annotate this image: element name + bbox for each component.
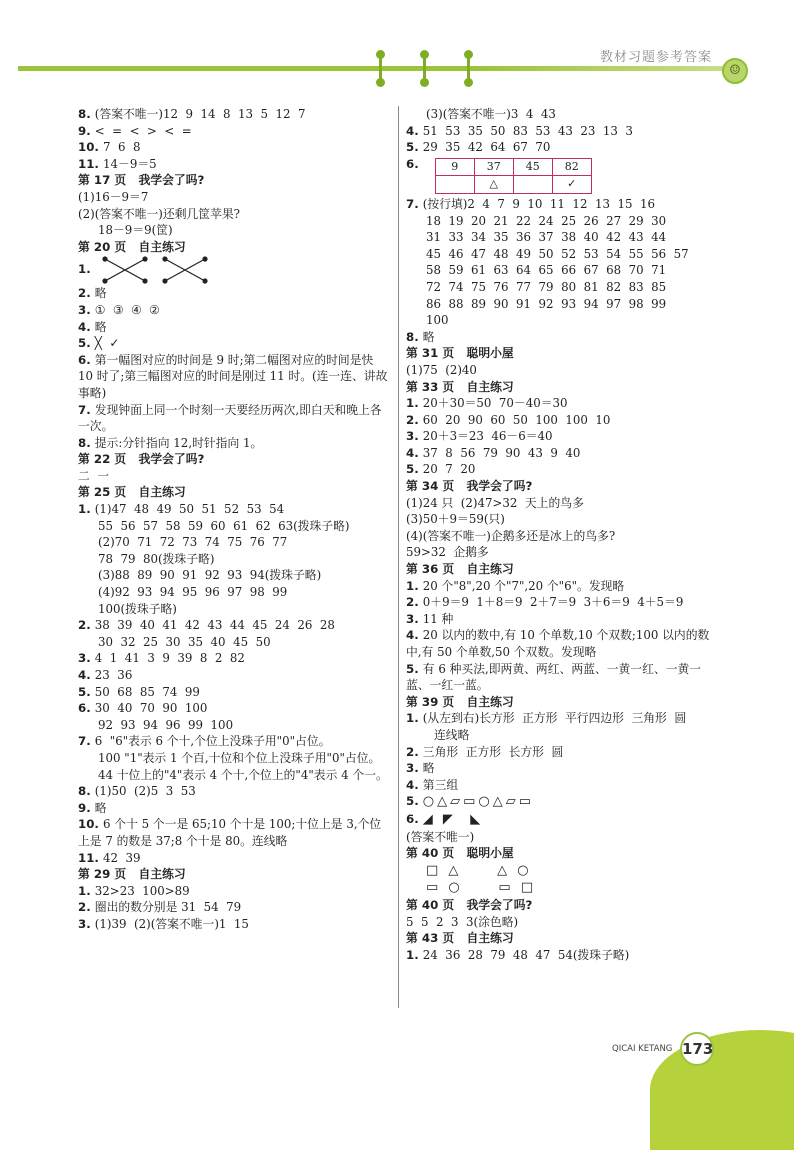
answer-line (78, 750, 390, 767)
answer-number: 4. (406, 777, 423, 792)
section-heading: 第 22 页 我学会了吗? (78, 452, 205, 467)
answer-line (406, 710, 724, 727)
answer-text: (答案不唯一)12 9 14 8 13 5 12 7 (94, 107, 306, 121)
right-column (406, 106, 724, 963)
answer-number: 7. (78, 734, 95, 749)
answer-text: 45 46 47 48 49 50 52 53 54 55 56 57 (426, 246, 689, 261)
answer-text: 55 56 57 58 59 60 61 62 63(拨珠子略) (98, 518, 350, 533)
answer-text: 0＋9＝9 1＋8＝9 2＋7＝9 3＋6＝9 4＋5＝9 (422, 595, 684, 610)
answer-number: 3. (78, 302, 95, 317)
answer-line (78, 800, 390, 817)
answer-line (406, 744, 724, 761)
answer-6-grid: 6. 9 37 45 82 △ ✓ (406, 156, 724, 196)
answer-line (78, 850, 390, 867)
answer-text: 二 一 (78, 468, 110, 483)
answer-number: 4. (406, 628, 423, 643)
answer-line (78, 617, 390, 634)
answer-text: 92 93 94 96 99 100 (98, 717, 234, 732)
answer-line (406, 727, 724, 744)
answer-text: 连线略 (434, 727, 470, 742)
answer-line (406, 862, 724, 880)
answer-text: ① ③ ④ ② (94, 302, 160, 317)
answer-text: (答案不唯一) (406, 829, 475, 844)
answer-line (78, 601, 390, 618)
answer-number: 9. (78, 800, 95, 815)
answer-text: (从左到右)长方形 正方形 平行四边形 三角形 圆 (422, 711, 687, 726)
answer-line (78, 352, 390, 402)
answer-text: 11 种 (422, 611, 454, 626)
answer-line (78, 206, 390, 223)
answer-line (406, 947, 724, 964)
answer-number: 8. (78, 107, 95, 121)
answer-line (406, 777, 724, 794)
answer-line (406, 362, 724, 379)
section-heading: 第 39 页 自主练习 (406, 694, 514, 709)
answer-number: 10. (78, 140, 104, 155)
answer-line (406, 139, 724, 156)
answer-line (78, 534, 390, 551)
binder-pin-icon (464, 50, 472, 86)
answer-text: 圈出的数分别是 31 54 79 (94, 900, 242, 915)
answer-line (406, 829, 724, 846)
answer-line (406, 594, 724, 611)
answer-number: 3. (78, 651, 95, 666)
answer-text: 第三组 (422, 777, 459, 792)
answer-text: 14－9＝5 (103, 156, 157, 171)
answer-text: 32>23 100>89 (94, 883, 190, 898)
answer-text: 6 个十 5 个一是 65;10 个十是 100;十位上是 3,个位上是 7 的数是 37;8 个十是 80。连线略 (78, 817, 382, 848)
answer-text: (3)(答案不唯一)3 4 43 (426, 107, 556, 121)
section-heading: 第 36 页 自主练习 (406, 562, 514, 577)
answer-number: 2. (78, 900, 95, 915)
answer-line (78, 700, 390, 717)
answer-text: (1)39 (2)(答案不唯一)1 15 (94, 916, 249, 931)
answer-text: 50 68 85 74 99 (94, 684, 200, 699)
header-title: 教材习题参考答案 (600, 50, 713, 65)
answer-number: 8. (78, 435, 95, 450)
answer-number: 1. (406, 396, 423, 411)
answer-line (78, 567, 390, 584)
answer-number: 4. (406, 123, 423, 138)
answer-number: 4. (78, 668, 95, 682)
answer-text: 78 79 80(拨珠子略) (98, 551, 215, 566)
grid-cell (435, 176, 474, 194)
answer-line (78, 634, 390, 651)
answer-text: 37 8 56 79 90 43 9 40 (422, 445, 581, 460)
grid-cell: 45 (513, 158, 552, 176)
answer-number: 5. (406, 794, 423, 809)
answer-text: < = < > < = (94, 123, 192, 138)
answer-line (78, 816, 390, 849)
answer-line (406, 627, 724, 660)
answer-line (78, 916, 390, 933)
binder-pin-icon (420, 50, 428, 86)
answer-number: 7. (406, 196, 423, 211)
answer-number: 2. (406, 744, 423, 759)
answer-text: 100 "1"表示 1 个百,十位和个位上没珠子用"0"占位。 (98, 750, 381, 765)
answer-text: (1)50 (2)5 3 53 (94, 784, 196, 799)
answer-number: 3. (406, 611, 423, 626)
binder-pin-icon (376, 50, 384, 86)
answer-number: 2. (78, 618, 95, 633)
grid-cell: 9 (435, 158, 474, 176)
answer-text: 发现钟面上同一个时刻一天要经历两次,即白天和晚上各一次。 (78, 402, 382, 434)
answer-text: 100(拨珠子略) (98, 601, 177, 616)
answer-text: (1)16－9＝7 (78, 189, 149, 204)
answer-number: 5. (406, 661, 423, 676)
answer-line (406, 578, 724, 595)
answer-text: (4)(答案不唯一)企鹅多还是冰上的鸟多? (406, 528, 616, 543)
answer-text: □ △ △ ○ (426, 862, 532, 878)
answer-text: 18－9＝9(筐) (98, 223, 173, 238)
section-heading: 第 20 页 自主练习 (78, 239, 186, 254)
answer-text: 略 (94, 800, 107, 815)
answer-number: 3. (406, 761, 423, 776)
answer-line (78, 650, 390, 667)
answer-line (406, 279, 724, 296)
answer-line (78, 767, 390, 784)
answer-line (78, 106, 390, 123)
answer-text: 44 十位上的"4"表示 4 个十,个位上的"4"表示 4 个一。 (98, 767, 388, 782)
answer-line (78, 139, 390, 156)
answer-line (406, 461, 724, 478)
answer-line (78, 783, 390, 800)
answer-line (406, 528, 724, 545)
answer-text: (3)88 89 90 91 92 93 94(拨珠子略) (98, 568, 322, 583)
answer-text: 29 35 42 64 67 70 (422, 140, 551, 155)
answer-text: (1)24 只 (2)47>32 天上的鸟多 (406, 495, 584, 510)
answer-text: 5 5 2 3 3(涂色略) (406, 914, 519, 929)
answer-line (406, 312, 724, 329)
answer-number: 1. (406, 578, 423, 593)
answer-line (78, 717, 390, 734)
answer-line (78, 319, 390, 336)
answer-text: ○△▱▭○△▱▭ (422, 794, 535, 810)
answer-line (78, 255, 390, 285)
answer-text: 23 36 (94, 668, 133, 682)
column-divider (398, 106, 399, 1008)
answer-line (406, 229, 724, 246)
answer-text: 58 59 61 63 64 65 66 67 68 70 71 (426, 263, 667, 278)
answer-text: 略 (94, 286, 107, 301)
answer-number: 4. (406, 445, 423, 460)
grid-cell (513, 176, 552, 194)
answer-number: 2. (78, 286, 95, 301)
grid-cell: 82 (552, 158, 591, 176)
answer-line (406, 914, 724, 931)
answer-line (78, 518, 390, 535)
answer-text: 18 19 20 21 22 24 25 26 27 29 30 (426, 213, 667, 228)
answer-line (406, 213, 724, 230)
answer-text: 51 53 35 50 83 53 43 23 13 3 (422, 123, 633, 138)
section-heading: 第 29 页 自主练习 (78, 867, 186, 882)
answer-number: 5. (406, 462, 423, 477)
answer-text: 略 (422, 329, 435, 344)
answer-number: 5. (78, 684, 95, 699)
section-heading: 第 40 页 聪明小屋 (406, 846, 514, 861)
answer-number: 1. (406, 947, 423, 962)
answer-number: 8. (406, 329, 423, 344)
section-heading: 第 40 页 我学会了吗? (406, 897, 533, 912)
answer-line (406, 879, 724, 897)
answer-number: 10. (78, 817, 104, 832)
answer-line (406, 196, 724, 213)
matching-lines-icon (95, 255, 215, 285)
answer-text: 100 (426, 313, 449, 328)
answer-line (406, 123, 724, 140)
answer-line (406, 793, 724, 811)
answer-text: ▭ ○ ▭ □ (426, 880, 537, 896)
answer-text: 20＋3＝23 46－6＝40 (422, 429, 553, 444)
answer-line (78, 189, 390, 206)
answer-line (78, 222, 390, 239)
answer-line (406, 811, 724, 829)
answer-text: 31 33 34 35 36 37 38 40 42 43 44 (426, 230, 667, 245)
section-heading: 第 31 页 聪明小屋 (406, 346, 514, 361)
answer-line (78, 584, 390, 601)
answer-text: (2)70 71 72 73 74 75 76 77 (98, 535, 288, 550)
answer-number: 9. (78, 123, 95, 138)
grid-cell: △ (474, 176, 513, 194)
answer-line (406, 329, 724, 346)
answer-line (406, 262, 724, 279)
answer-text: (1)75 (2)40 (406, 362, 477, 377)
grid-cell: 37 (474, 158, 513, 176)
answer-text: 第一幅图对应的时间是 9 时;第二幅图对应的时间是快 10 时了;第三幅图对应的时间是刚过 11 时。(连一连、讲故事略) (78, 352, 388, 400)
footer-label: QICAI KETANG (612, 1044, 673, 1054)
answer-line (78, 468, 390, 485)
answer-number: 1. (78, 262, 95, 277)
answer-number: 7. (78, 402, 95, 417)
answer-number: 6. (78, 701, 95, 716)
mascot-icon: ☺ (722, 58, 748, 84)
grid-cell: ✓ (552, 176, 591, 194)
answer-text: 86 88 89 90 91 92 93 94 97 98 99 (426, 296, 667, 311)
answer-text: 7 6 8 (103, 140, 141, 155)
answer-line (78, 402, 390, 435)
answer-text: (3)50＋9＝59(只) (406, 512, 505, 527)
answer-number: 2. (406, 595, 423, 610)
answer-text: 略 (422, 761, 435, 776)
answer-text: 42 39 (103, 850, 141, 865)
answer-line (406, 544, 724, 561)
answer-text: ╳ ✓ (94, 336, 120, 351)
answer-number: 11. (78, 850, 104, 865)
answer-line (78, 335, 390, 352)
answer-line (406, 661, 724, 694)
answer-text: 4 1 41 3 9 39 8 2 82 (94, 651, 245, 666)
answer-number: 1. (78, 502, 95, 517)
answer-text: 20 个"8",20 个"7",20 个"6"。发现略 (422, 578, 625, 593)
answer-number: 1. (78, 883, 95, 898)
answer-number: 5. (406, 140, 423, 155)
answer-number: 3. (406, 429, 423, 444)
answer-text: 72 74 75 76 77 79 80 81 82 83 85 (426, 279, 667, 294)
answer-line (406, 760, 724, 777)
answer-text: 38 39 40 41 42 43 44 45 24 26 28 (94, 618, 335, 633)
answer-line (406, 511, 724, 528)
answer-line (406, 246, 724, 263)
answer-line (78, 733, 390, 750)
answer-number: 11. (78, 156, 104, 171)
answer-text: 24 36 28 79 48 47 54(拨珠子略) (422, 947, 630, 962)
answer-number: 6. (406, 811, 423, 826)
answer-number: 1. (406, 711, 423, 726)
answer-number: 3. (78, 916, 95, 931)
answer-line (406, 106, 724, 123)
answer-line (406, 395, 724, 412)
answer-text: 略 (94, 319, 107, 334)
section-heading: 第 33 页 自主练习 (406, 379, 514, 394)
number-grid (435, 158, 592, 194)
answer-number: 4. (78, 319, 95, 334)
answer-text: ◢ ◤ ◣ (422, 811, 484, 827)
answer-text: (4)92 93 94 95 96 97 98 99 (98, 585, 288, 600)
answer-line (78, 883, 390, 900)
answer-line (78, 667, 390, 684)
answer-line (406, 445, 724, 462)
answer-line (78, 899, 390, 916)
answer-text: 20＋30＝50 70－40＝30 (422, 396, 568, 411)
answer-text: 59>32 企鹅多 (406, 545, 489, 560)
header-bar-fade (480, 66, 738, 71)
answer-line (78, 285, 390, 302)
answer-line (406, 611, 724, 628)
answer-text: 6 "6"表示 6 个十,个位上没珠子用"0"占位。 (94, 734, 331, 749)
answer-line (406, 412, 724, 429)
answer-text: 提示:分针指向 12,时针指向 1。 (94, 435, 263, 450)
answer-line (78, 123, 390, 140)
answer-line (78, 156, 390, 173)
answer-text: (2)(答案不唯一)还剩几筐苹果? (78, 206, 241, 221)
answer-line (406, 296, 724, 313)
answer-number: 6. (78, 352, 95, 367)
answer-text: (按行填)2 4 7 9 10 11 12 13 15 16 (422, 196, 655, 211)
left-column (78, 106, 390, 933)
answer-line (78, 302, 390, 319)
answer-text: (1)47 48 49 50 51 52 53 54 (94, 502, 285, 517)
answer-line (78, 501, 390, 518)
section-heading: 第 34 页 我学会了吗? (406, 479, 533, 494)
answer-text: 20 7 20 (422, 462, 476, 477)
answer-number: 5. (78, 336, 95, 351)
answer-number: 8. (78, 784, 95, 799)
answer-text: 30 40 70 90 100 (94, 701, 208, 716)
answer-text: 20 以内的数中,有 10 个单数,10 个双数;100 以内的数中,有 50 个单数,50 个双数。发现略 (406, 628, 710, 659)
answer-text: 60 20 90 60 50 100 100 10 (422, 412, 611, 427)
answer-line (406, 428, 724, 445)
answer-line (78, 551, 390, 568)
answer-line (78, 435, 390, 452)
answer-text: 三角形 正方形 长方形 圆 (422, 744, 564, 759)
page-number: 173 (680, 1032, 714, 1066)
section-heading: 第 17 页 我学会了吗? (78, 173, 205, 188)
answer-text: 有 6 种买法,即两黄、两红、两蓝、一黄一红、一黄一蓝、一红一蓝。 (406, 661, 702, 693)
section-heading: 第 43 页 自主练习 (406, 931, 514, 946)
answer-text: 30 32 25 30 35 40 45 50 (98, 634, 271, 649)
answer-number: 2. (406, 412, 423, 427)
answer-line (406, 495, 724, 512)
answer-line (78, 684, 390, 701)
section-heading: 第 25 页 自主练习 (78, 485, 186, 500)
